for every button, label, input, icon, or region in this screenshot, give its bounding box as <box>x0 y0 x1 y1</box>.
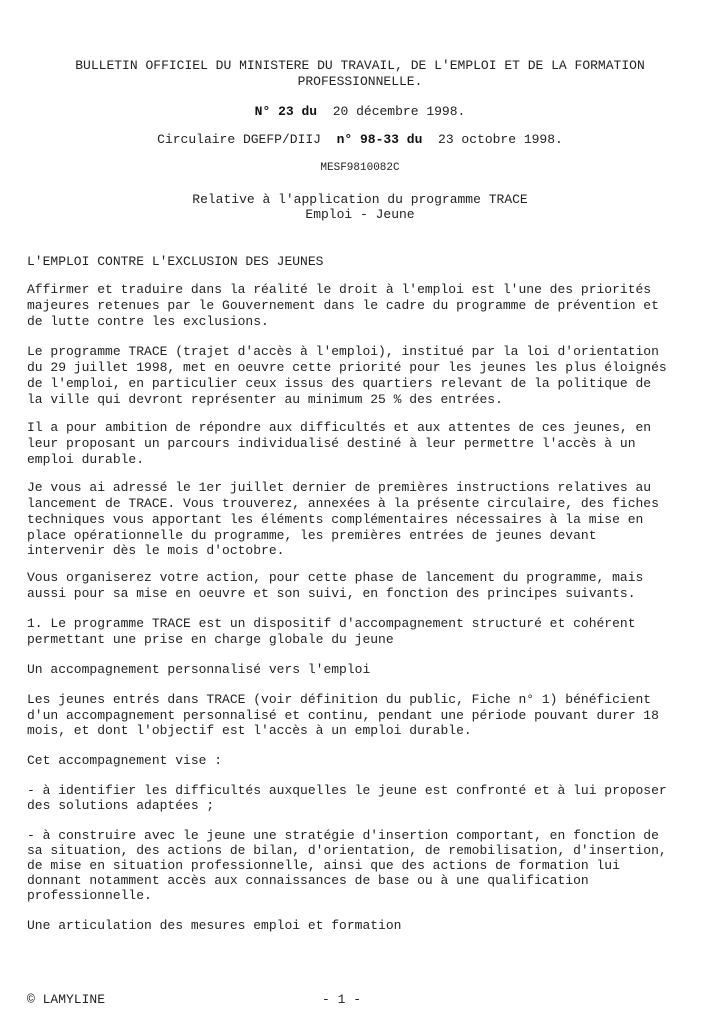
circular-number: n° 98-33 du <box>336 132 423 147</box>
paragraph-line: Le programme TRACE (trajet d'accès à l'emploi), institué par la loi d'orientation <box>27 344 659 359</box>
paragraph-line: la ville qui devront représenter au minimum 25 % des entrées. <box>27 392 503 407</box>
bullet-line: sa situation, des actions de bilan, d'orientation, de remobilisation, d'insertion, <box>27 843 667 858</box>
paragraph-line: majeures retenues par le Gouvernement dans le cadre du programme de prévention et <box>27 298 659 313</box>
paragraph-line: leur proposant un parcours individualisé destiné à leur permettre l'accès à un <box>27 436 636 451</box>
subheading: Un accompagnement personnalisé vers l'emploi <box>27 662 371 677</box>
paragraph-line: Je vous ai adressé le 1er juillet dernier de premières instructions relatives au <box>27 480 652 495</box>
paragraph-line: de lutte contre les exclusions. <box>27 314 269 329</box>
paragraph-line: lancement de TRACE. Vous trouverez, annexées à la présente circulaire, des fiches <box>27 496 659 511</box>
footer-copyright: © LAMYLINE <box>27 992 106 1007</box>
circular-ref <box>0 132 720 148</box>
issue-number <box>0 104 720 120</box>
issue-date: 20 décembre 1998. <box>332 104 466 119</box>
bullet-line: de mise en situation professionnelle, ainsi que des actions de formation lui <box>27 858 620 873</box>
circular-prefix: Circulaire DGEFP/DIIJ <box>157 132 321 147</box>
bullet-line: des solutions adaptées ; <box>27 798 215 813</box>
paragraph-line: techniques vous apportant les éléments complémentaires nécessaires à la mise en <box>27 512 644 527</box>
bulletin-title-cont: PROFESSIONNELLE. <box>297 74 423 89</box>
paragraph-line: de l'emploi, en particulier ceux issus des quartiers relevant de la politique de <box>27 376 652 391</box>
bullet-line: - à identifier les difficultés auxquelles le jeune est confronté et à lui proposer <box>27 783 667 798</box>
page-number: - 1 - <box>322 992 362 1007</box>
paragraph-line: Cet accompagnement vise : <box>27 753 223 768</box>
paragraph-line: d'un accompagnement personnalisé et continu, pendant une période pouvant durer 18 <box>27 708 659 723</box>
paragraph-line: emploi durable. <box>27 452 145 467</box>
circular-date: 23 octobre 1998. <box>438 132 563 147</box>
bullet-line: donnant notamment accès aux connaissances de base ou à une qualification <box>27 873 589 888</box>
numbered-heading: permettant une prise en charge globale du jeune <box>27 632 394 647</box>
paragraph-line: aussi pour sa mise en oeuvre et son suivi, en fonction des principes suivants. <box>27 586 636 601</box>
section-title: L'EMPLOI CONTRE L'EXCLUSION DES JEUNES <box>27 254 324 269</box>
paragraph-line: du 29 juillet 1998, met en oeuvre cette priorité pour les jeunes les plus éloignés <box>27 360 667 375</box>
subject-category: Emploi - Jeune <box>305 207 415 222</box>
paragraph-line: place opérationnelle du programme, les premières entrées de jeunes devant <box>27 528 597 543</box>
bullet-line: - à construire avec le jeune une stratégie d'insertion comportant, en fonction de <box>27 828 659 843</box>
bulletin-title: BULLETIN OFFICIEL DU MINISTERE DU TRAVAIL, DE L'EMPLOI ET DE LA FORMATION <box>75 58 645 73</box>
paragraph-line: Vous organiserez votre action, pour cette phase de lancement du programme, mais <box>27 570 644 585</box>
bullet-line: professionnelle. <box>27 888 152 903</box>
subheading: Une articulation des mesures emploi et formation <box>27 918 402 933</box>
paragraph-line: Affirmer et traduire dans la réalité le droit à l'emploi est l'une des priorités <box>27 282 652 297</box>
paragraph-line: Les jeunes entrés dans TRACE (voir définition du public, Fiche n° 1) bénéficient <box>27 692 652 707</box>
paragraph-line: Il a pour ambition de répondre aux difficultés et aux attentes de ces jeunes, en <box>27 420 652 435</box>
nor-reference: MESF9810082C <box>320 162 400 174</box>
issue-label: N° 23 du <box>254 104 318 119</box>
numbered-heading: 1. Le programme TRACE est un dispositif d'accompagnement structuré et cohérent <box>27 616 636 631</box>
paragraph-line: mois, et dont l'objectif est l'accès à un emploi durable. <box>27 723 472 738</box>
subject: Relative à l'application du programme TRACE <box>192 192 528 207</box>
paragraph-line: intervenir dès le mois d'octobre. <box>27 543 285 558</box>
